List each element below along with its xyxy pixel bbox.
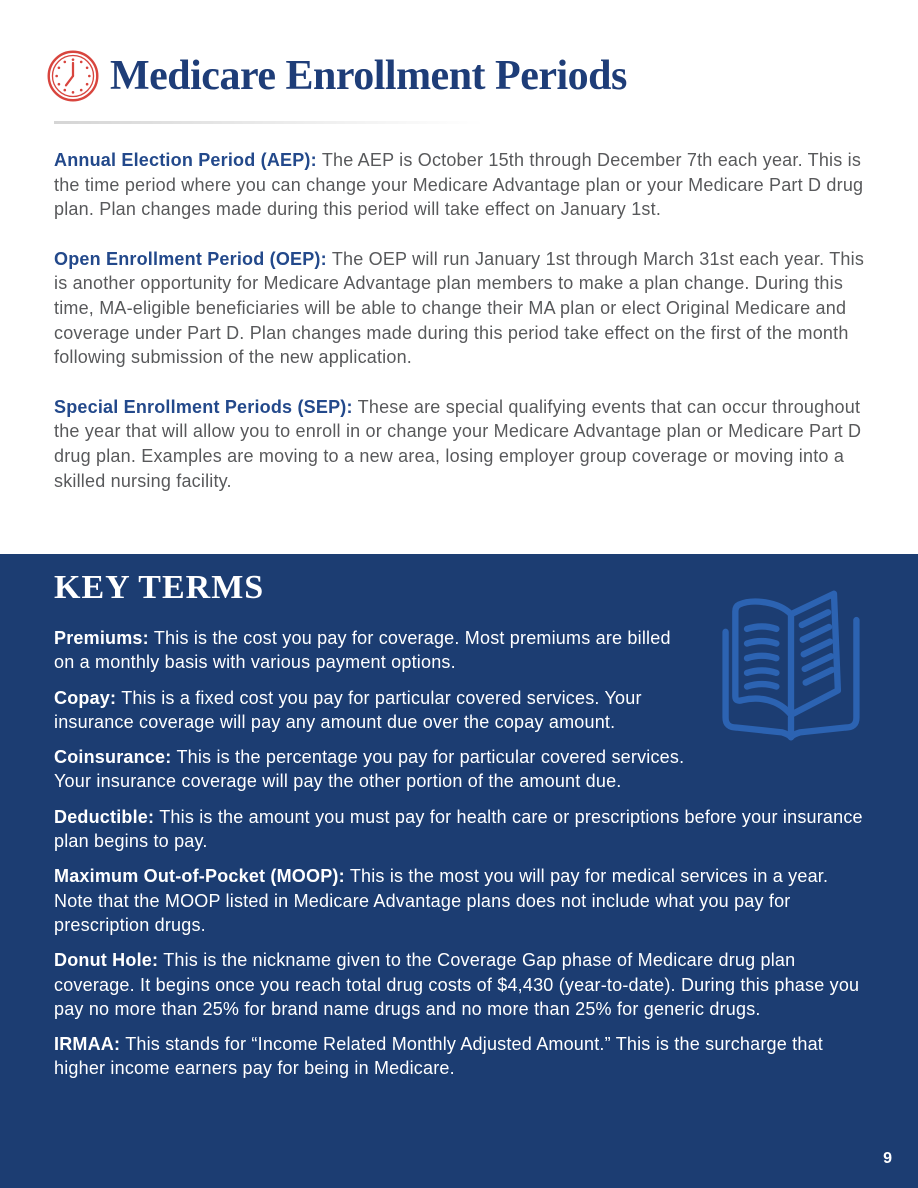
- keyterm-copay-text: This is a fixed cost you pay for particular covered services. Your insurance coverage will pay any amount due over the copay amount.: [54, 687, 642, 732]
- keyterm-irmaa-term: IRMAA:: [54, 1034, 121, 1055]
- definition-sep-term: Special Enrollment Periods (SEP):: [54, 396, 353, 417]
- keyterm-deductible: [54, 805, 870, 854]
- keyterm-coinsurance-text: This is the percentage you pay for particular covered services. Your insurance coverage will pay the other portion of the amount due.: [54, 747, 685, 792]
- title-divider: [54, 121, 484, 124]
- keyterm-moop-term: Maximum Out-of-Pocket (MOOP):: [54, 866, 345, 887]
- definition-oep-term: Open Enrollment Period (OEP):: [54, 248, 327, 269]
- keyterm-premiums-text: This is the cost you pay for coverage. Most premiums are billed on a monthly basis with various payment options.: [54, 628, 671, 673]
- definition-aep: [54, 148, 870, 222]
- definition-oep: [54, 247, 870, 370]
- page-number: 9: [883, 1150, 892, 1167]
- definition-sep: [54, 395, 870, 493]
- open-book-icon: [698, 626, 870, 786]
- keyterm-irmaa: [54, 1032, 870, 1081]
- keyterm-donut-hole-text: This is the nickname given to the Coverage Gap phase of Medicare drug plan coverage. It begins once you reach total drug costs of $4,430 (year-to-date). During this phase you pay no more than 25% for brand name drugs and no more than 25% for generic drugs.: [54, 950, 860, 1019]
- keyterm-irmaa-text: This stands for “Income Related Monthly Adjusted Amount.” This is the surcharge that higher income earners pay for being in Medicare.: [54, 1034, 823, 1079]
- enrollment-definitions: [54, 148, 870, 493]
- definition-oep-text: The OEP will run January 1st through March 31st each year. This is another opportunity for Medicare Advantage plan members to make a plan change. During this time, MA-eligible beneficiaries will be able to change their MA plan or elect Original Medicare and coverage under Part D. Plan changes made during this period take effect on the first of the month following submission of the new application.: [54, 248, 865, 368]
- keyterm-moop-text: This is the most you will pay for medical services in a year. Note that the MOOP listed in Medicare Advantage plans does not include what you pay for prescription drugs.: [54, 866, 829, 935]
- page-title: Medicare Enrollment Periods: [110, 52, 627, 99]
- keyterm-coinsurance-term: Coinsurance:: [54, 747, 172, 768]
- keyterm-premiums-term: Premiums:: [54, 628, 149, 648]
- definition-aep-term: Annual Election Period (AEP):: [54, 150, 317, 170]
- definition-aep-text: The AEP is October 15th through December 7th each year. This is the time period where you can change your Medicare Advantage plan or your Medicare Part D drug plan. Plan changes made during this period will take effect on January 1st.: [54, 150, 864, 220]
- clock-icon: [45, 48, 101, 104]
- enrollment-periods-section: [0, 0, 918, 493]
- keyterm-donut-hole: [54, 948, 870, 1021]
- key-terms-heading: KEY TERMS: [54, 569, 265, 606]
- key-terms-section: [0, 554, 918, 1188]
- keyterm-moop: [54, 864, 870, 937]
- definition-sep-text: These are special qualifying events that can occur throughout the year that will allow you to enroll in or change your Medicare Advantage plan or Medicare Part D drug plan. Examples are moving to a new area, losing employer group coverage or moving into a skilled nursing facility.: [54, 396, 862, 491]
- keyterm-copay-term: Copay:: [54, 687, 117, 708]
- keyterm-deductible-text: This is the amount you must pay for health care or prescriptions before your insurance plan begins to pay.: [54, 806, 863, 852]
- title-row: [45, 48, 870, 104]
- keyterm-donut-hole-term: Donut Hole:: [54, 950, 159, 971]
- keyterm-deductible-term: Deductible:: [54, 806, 155, 827]
